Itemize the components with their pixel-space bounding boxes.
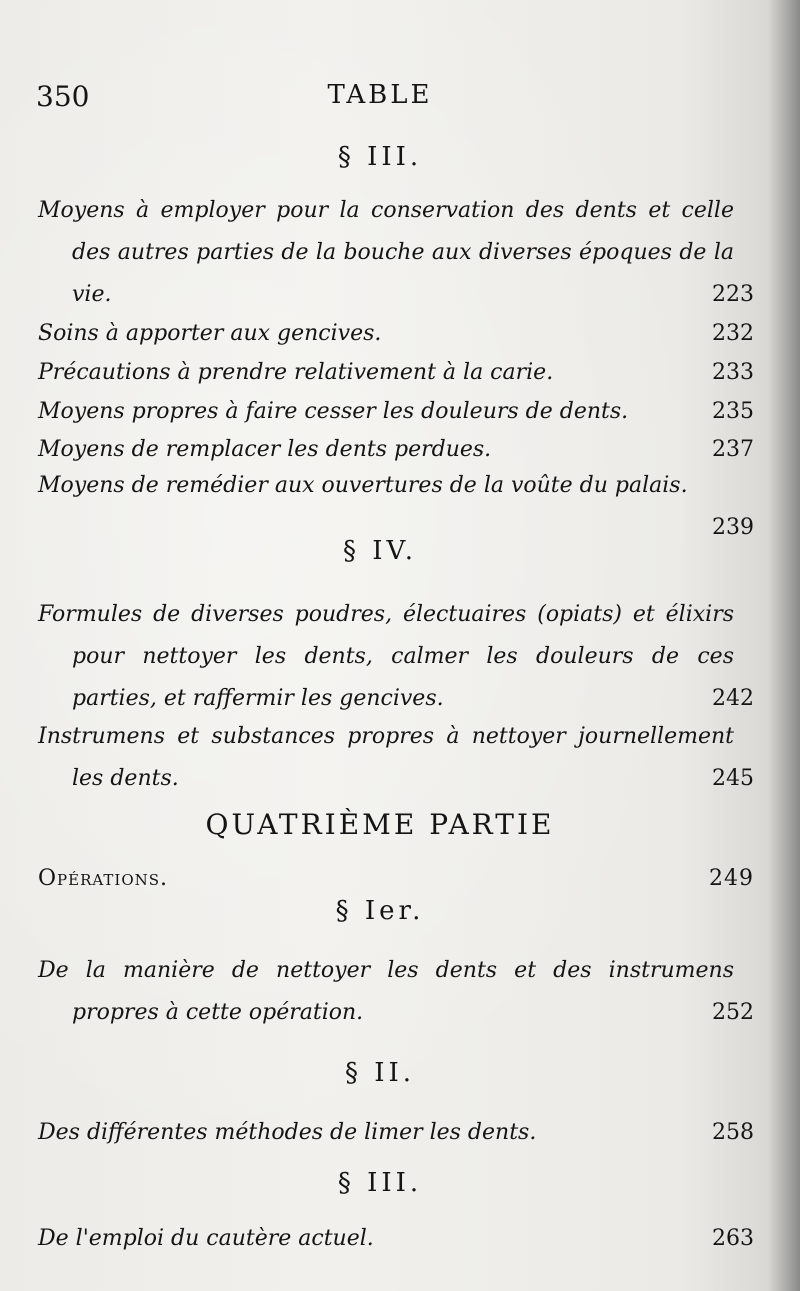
section-heading: § II.	[344, 1058, 416, 1088]
toc-entry	[38, 352, 754, 394]
section-heading: § III.	[337, 1168, 423, 1198]
toc-entry-operations	[38, 858, 754, 900]
toc-entry	[38, 391, 754, 433]
toc-text: Soins à apporter aux gencives.	[38, 321, 382, 346]
section-heading: § III.	[337, 142, 423, 172]
toc-page: 233	[712, 360, 754, 385]
section-heading: § Ier.	[335, 896, 425, 926]
toc-text: Précautions à prendre relativement à la carie.	[38, 360, 554, 385]
toc-page: 223	[712, 282, 754, 307]
toc-text: Des différentes méthodes de limer les dents.	[38, 1120, 537, 1145]
toc-text: Formules de diverses poudres, électuaires (opiats) et élixirs pour nettoyer les dents, calmer les douleurs de ces parties, et raffermir les gencives.	[38, 602, 734, 711]
page-number: 350	[36, 80, 90, 113]
toc-entry	[38, 950, 754, 1034]
toc-text: Instrumens et substances propres à nettoyer journellement les dents.	[38, 724, 734, 791]
part-title: QUATRIÈME PARTIE	[205, 808, 555, 841]
toc-entry	[38, 190, 754, 316]
toc-page: 249	[709, 866, 754, 891]
toc-entry	[38, 594, 754, 720]
toc-text: Opérations.	[38, 866, 169, 891]
section-heading: § IV.	[342, 536, 418, 566]
toc-text: Moyens de remédier aux ouvertures de la voûte du palais.	[38, 473, 688, 498]
toc-page: 245	[712, 766, 754, 791]
toc-entry	[38, 1112, 754, 1154]
running-title: TABLE	[327, 80, 433, 110]
toc-page: 258	[712, 1120, 754, 1145]
toc-text: De la manière de nettoyer les dents et des instrumens propres à cette opération.	[38, 958, 734, 1025]
toc-page: 239	[712, 515, 754, 540]
toc-text: Moyens de remplacer les dents perdues.	[38, 437, 492, 462]
toc-page: 235	[712, 399, 754, 424]
toc-text: De l'emploi du cautère actuel.	[38, 1226, 374, 1251]
toc-page: 232	[712, 321, 754, 346]
toc-page: 252	[712, 1000, 754, 1025]
toc-page: 237	[712, 437, 754, 462]
toc-page: 263	[712, 1226, 754, 1251]
toc-page: 242	[712, 686, 754, 711]
toc-text: Moyens propres à faire cesser les douleurs de dents.	[38, 399, 629, 424]
toc-entry	[38, 716, 754, 800]
toc-entry	[38, 1218, 754, 1260]
toc-text: Moyens à employer pour la conservation des dents et celle des autres parties de la bouche aux diverses époques de la vie.	[38, 198, 734, 307]
toc-entry	[38, 313, 754, 355]
